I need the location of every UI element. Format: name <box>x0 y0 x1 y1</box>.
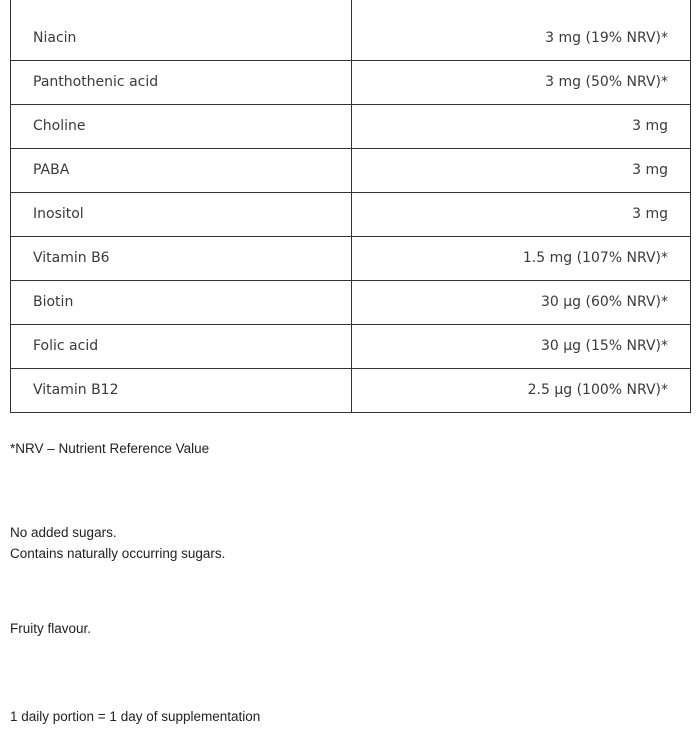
nutrient-name: Vitamin B12 <box>11 368 352 412</box>
table-row <box>11 104 691 148</box>
nutrition-table <box>10 0 691 413</box>
daily-portion-note: 1 daily portion = 1 day of supplementation <box>10 709 261 724</box>
nutrient-amount: 30 µg (60% NRV)* <box>352 280 691 324</box>
table-row <box>11 368 691 412</box>
table-row <box>11 0 691 60</box>
nutrient-amount: 3 mg (19% NRV)* <box>352 0 691 60</box>
nutrient-amount: 2.5 µg (100% NRV)* <box>352 368 691 412</box>
no-added-sugars-note: No added sugars. <box>10 525 117 540</box>
nutrient-name: Choline <box>11 104 352 148</box>
nutrient-name: Vitamin B6 <box>11 236 352 280</box>
table-row <box>11 192 691 236</box>
nutrient-amount: 30 µg (15% NRV)* <box>352 324 691 368</box>
nutrient-name: Niacin <box>11 0 352 60</box>
nutrient-amount: 3 mg <box>352 104 691 148</box>
nutrient-name: Panthothenic acid <box>11 60 352 104</box>
nutrient-name: Folic acid <box>11 324 352 368</box>
nutrient-amount: 3 mg <box>352 192 691 236</box>
table-row <box>11 324 691 368</box>
nutrient-amount: 3 mg (50% NRV)* <box>352 60 691 104</box>
nutrient-name: Biotin <box>11 280 352 324</box>
table-row <box>11 280 691 324</box>
nutrient-name: Inositol <box>11 192 352 236</box>
table-row <box>11 148 691 192</box>
nutrient-amount: 1.5 mg (107% NRV)* <box>352 236 691 280</box>
nutrient-name: PABA <box>11 148 352 192</box>
nutrient-amount: 3 mg <box>352 148 691 192</box>
table-row <box>11 60 691 104</box>
flavour-note: Fruity flavour. <box>10 621 92 636</box>
table-row <box>11 236 691 280</box>
natural-sugars-note: Contains naturally occurring sugars. <box>10 546 226 561</box>
nrv-footnote: *NRV – Nutrient Reference Value <box>10 441 210 456</box>
